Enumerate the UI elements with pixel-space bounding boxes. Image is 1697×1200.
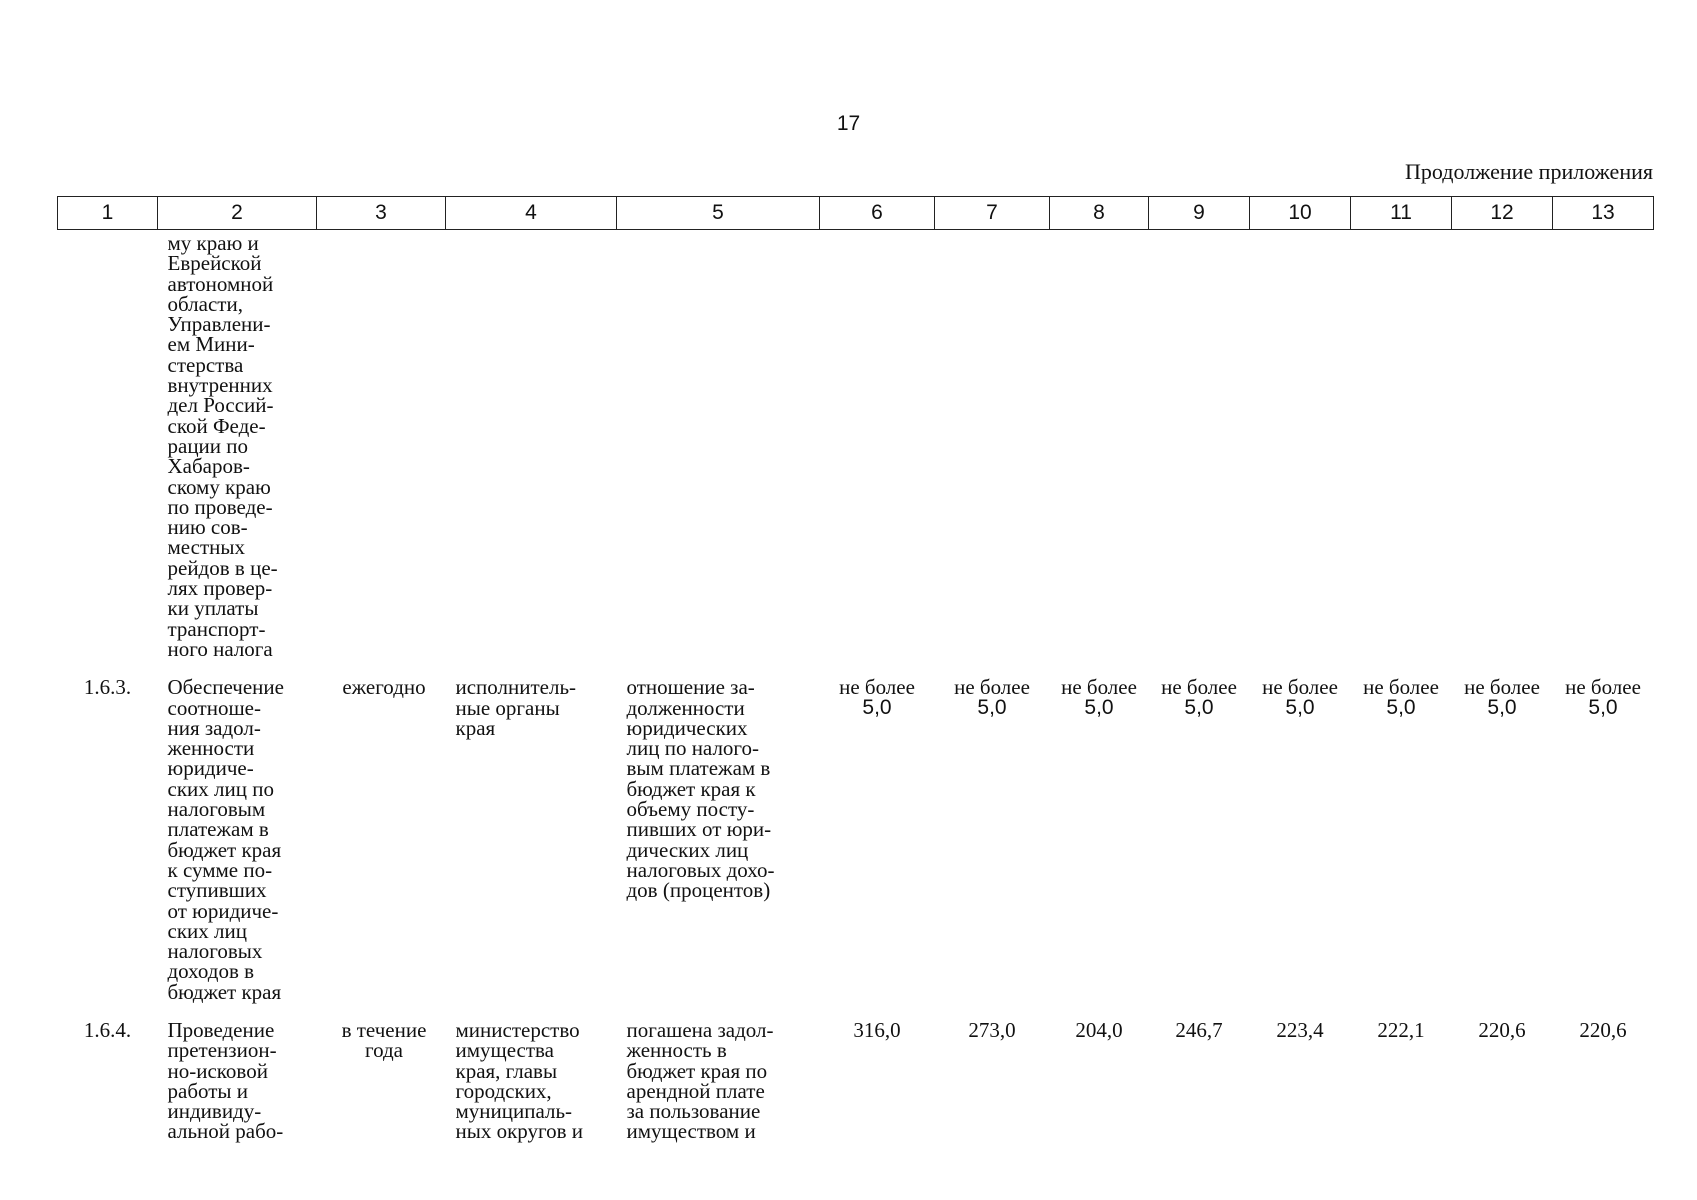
- value-number: 273,0: [968, 1017, 1016, 1042]
- appendix-table: [57, 196, 1654, 1148]
- column-header: 4: [446, 197, 617, 230]
- value-cell: [1250, 665, 1351, 1008]
- column-header: 3: [317, 197, 446, 230]
- event-text: Проведение претензион- но-исковой работы и индивиду- альной рабо-: [167, 1017, 284, 1144]
- continuation-label: Продолжение приложения: [1405, 159, 1653, 184]
- column-header: 7: [935, 197, 1050, 230]
- value-cell: [1149, 665, 1250, 1008]
- column-header: 13: [1553, 197, 1654, 230]
- value-number: 223,4: [1276, 1017, 1324, 1042]
- column-header: 8: [1050, 197, 1149, 230]
- value-cell: [1553, 665, 1654, 1008]
- executor-text: исполнитель- ные органы края: [455, 675, 577, 740]
- row-code: 1.6.3.: [83, 675, 132, 700]
- value-prefix: не более: [954, 675, 1030, 700]
- column-header: 1: [58, 197, 158, 230]
- value-number: 5,0: [1084, 695, 1114, 719]
- indicator-text: отношение за- долженности юридических лиц по налого- вым платежам в бюджет края к объему посту- пивших от юри- дических лиц налоговых дохо- дов (процентов): [626, 675, 775, 903]
- value-prefix: не более: [1262, 675, 1338, 700]
- column-header: 6: [820, 197, 935, 230]
- period-text: ежегодно: [342, 675, 426, 700]
- value-cell: [935, 665, 1050, 1008]
- executor-text: министерство имущества края, главы городских, муниципаль- ных округов и: [455, 1017, 584, 1144]
- value-number: 5,0: [1588, 695, 1618, 719]
- value-number: 5,0: [1184, 695, 1214, 719]
- value-prefix: не более: [839, 675, 915, 700]
- indicator-text: погашена задол- женность в бюджет края по арендной плате за пользование имуществом и: [626, 1017, 774, 1144]
- continued-event-text: му краю и Еврейской автономной области, Управлени- ем Мини- стерства внутренних дел Россий- ской Феде- рации по Хабаров- скому краю по проведе- нию сов- местных рейдов в це- лях провер- ки уплаты транспорт- ного налога: [167, 231, 278, 661]
- value-number: 5,0: [977, 695, 1007, 719]
- value-number: 316,0: [853, 1017, 901, 1042]
- value-prefix: не более: [1363, 675, 1439, 700]
- page-number: 17: [836, 112, 861, 135]
- value-number: 5,0: [1487, 695, 1517, 719]
- value-number: 5,0: [862, 695, 892, 719]
- row-code: 1.6.4.: [83, 1017, 132, 1042]
- column-header: 11: [1351, 197, 1452, 230]
- value-number: 220,6: [1478, 1017, 1526, 1042]
- value-prefix: не более: [1061, 675, 1137, 700]
- period-text: в течение года: [341, 1017, 427, 1063]
- value-prefix: не более: [1161, 675, 1237, 700]
- value-number: 5,0: [1285, 695, 1315, 719]
- column-number-row: [58, 197, 1654, 230]
- value-cell: [1050, 665, 1149, 1008]
- event-text: Обеспечение соотноше- ния задол- женности юридиче- ских лиц по налоговым платежам в бюджет края к сумме по- ступивших от юридиче- ских лиц налоговых доходов в бюджет края: [167, 675, 284, 1004]
- value-cell: [1351, 665, 1452, 1008]
- table-row: [58, 665, 1654, 1008]
- value-number: 5,0: [1386, 695, 1416, 719]
- column-header: 9: [1149, 197, 1250, 230]
- value-number: 246,7: [1175, 1017, 1223, 1042]
- column-header: 12: [1452, 197, 1553, 230]
- value-prefix: не более: [1565, 675, 1641, 700]
- value-cell: [1452, 665, 1553, 1008]
- column-header: 10: [1250, 197, 1351, 230]
- table-row: [58, 1008, 1654, 1148]
- value-number: 220,6: [1579, 1017, 1627, 1042]
- value-cell: [820, 665, 935, 1008]
- column-header: 5: [617, 197, 820, 230]
- table-row-continued: [58, 230, 1654, 666]
- value-prefix: не более: [1464, 675, 1540, 700]
- value-number: 222,1: [1377, 1017, 1425, 1042]
- column-header: 2: [158, 197, 317, 230]
- value-number: 204,0: [1075, 1017, 1123, 1042]
